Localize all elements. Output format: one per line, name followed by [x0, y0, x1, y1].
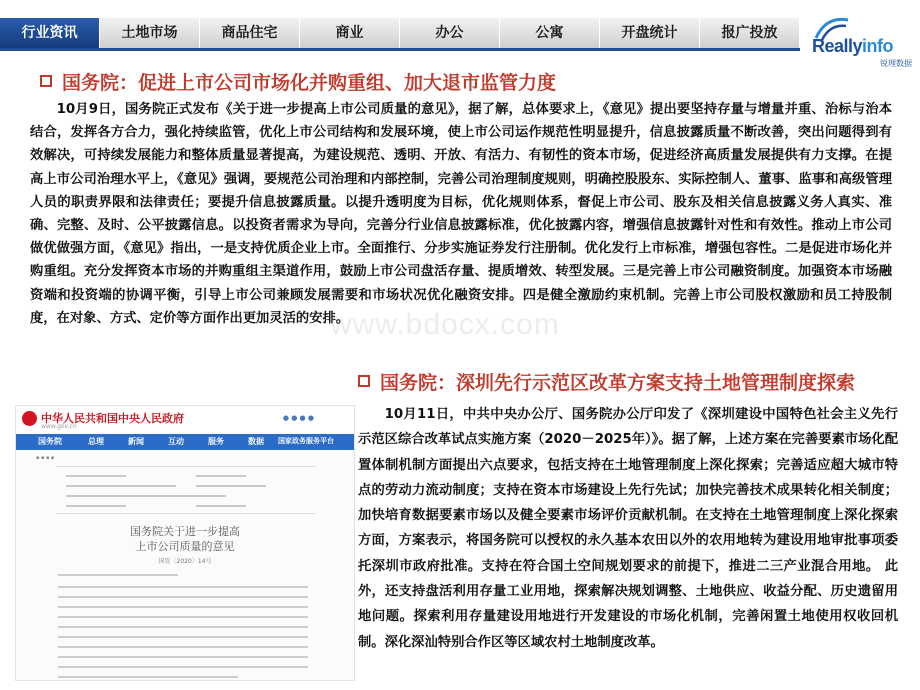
gov-nav-item: 互动	[168, 437, 184, 446]
section2-title: 国务院：深圳先行示范区改革方案支持土地管理制度探索	[380, 372, 856, 394]
top-nav	[0, 0, 800, 60]
section1-title: 国务院：促进上市公司市场化并购重组、加大退市监管力度	[62, 72, 557, 94]
logo-text-accent: info	[862, 36, 894, 56]
gov-nav-item: 总理	[88, 437, 104, 446]
gov-site-title: 中华人民共和国中央人民政府	[41, 412, 184, 425]
reallyinfo-logo	[806, 6, 916, 68]
gov-nav-item: 国家政务服务平台	[278, 437, 334, 445]
gov-nav-item: 服务	[208, 437, 224, 446]
gov-site-url: www.gov.cn	[41, 423, 77, 430]
gov-doc-number: 国发〔2020〕14号	[158, 558, 212, 565]
nav-underline	[0, 48, 800, 51]
bullet-square-icon	[358, 375, 370, 387]
tab-opening-stats[interactable]: 开盘统计	[600, 18, 700, 48]
gov-doc-title-line1: 国务院关于进一步提高	[130, 525, 240, 538]
nav-tabs	[0, 18, 800, 48]
gov-doc-title	[16, 524, 354, 554]
tab-residential[interactable]: 商品住宅	[200, 18, 300, 48]
tab-industry-news[interactable]: 行业资讯	[0, 18, 100, 48]
tab-apartment[interactable]: 公寓	[500, 18, 600, 48]
gov-nav-bar	[16, 434, 354, 450]
logo-text	[812, 36, 893, 57]
section1-heading	[40, 68, 556, 95]
watermark: www.bdocx.com	[330, 308, 560, 341]
tab-office[interactable]: 办公	[400, 18, 500, 48]
logo-subtitle: 锐理数据	[880, 59, 912, 68]
gov-website-screenshot	[15, 405, 355, 681]
tab-advertising[interactable]: 报广投放	[700, 18, 800, 48]
gov-doc-meta-table	[56, 466, 316, 514]
tab-land-market[interactable]: 土地市场	[100, 18, 200, 48]
gov-nav-item: 数据	[248, 437, 264, 446]
logo-text-main: Really	[812, 36, 863, 56]
section2-body: 10月11日，中共中央办公厅、国务院办公厅印发了《深圳建设中国特色社会主义先行示范区综合改革试点实施方案（2020－2025年）》。据了解，上述方案在完善要素市场化配置体制机制方面提出六点要求，包括支持在土地管理制度上深化探索；完善适应超大城市特点的劳动力流动制度；支持在资本市场建设上先行先试；加快完善技术成果转化相关制度；加快培育数据要素市场以及健全要素市场评价贡献机制。在支持在土地管理制度上深化探索方面，方案表示，将国务院可以授权的永久基本农田以外的农用地转为建设用地审批事项委托深圳市政府批准。支持在符合国土空间规划要求的前提下，推进二三产业混合用地。 此外，还支持盘活利用存量工业用地，探索解决规划调整、土地供应、收益分配、历史遗留用地问题。探索利用存量建设用地进行开发建设的市场化机制，完善闲置土地使用权收回机制。深化深汕特别合作区等区域农村土地制度改革。	[358, 407, 898, 650]
section1-body: 10月9日，国务院正式发布《关于进一步提高上市公司质量的意见》，据了解，总体要求上，《意见》提出要坚持存量与增量并重、治标与治本结合，发挥各方合力，强化持续监管，优化上市公司结构和发展环境，使上市公司运作规范性明显提升，信息披露质量不断改善，突出问题得到有效解决，可持续发展能力和整体质量显著提高，为建设规范、透明、开放、有活力、有韧性的资本市场，促进经济高质量发展提供有力支撑。在提高上市公司治理水平上，《意见》强调，要规范公司治理和内部控制，完善公司治理制度规则，明确控股股东、实际控制人、董事、监事和高级管理人员的职责界限和法律责任；要提升信息披露质量。以提升透明度为目标，优化规则体系，督促上市公司、股东及相关信息披露义务人真实、准确、完整、及时、公平披露信息。以投资者需求为导向，完善分行业信息披露标准，优化披露内容，增强信息披露针对性和有效性。推动上市公司做优做强方面，《意见》指出，一是支持优质企业上市。全面推行、分步实施证券发行注册制。优化发行上市标准，增强包容性。二是促进市场化并购重组。充分发挥资本市场的并购重组主渠道作用，鼓励上市公司盘活存量、提质增效、转型发展。三是完善上市公司融资制度。加强资本市场融资端和投资端的协调平衡，引导上市公司兼顾发展需要和市场状况优化融资安排。四是健全激励约束机制。完善上市公司股权激励和员工持股制度，在对象、方式、定价等方面作出更加灵活的安排。	[30, 102, 892, 326]
gov-nav-item: 国务院	[38, 437, 62, 446]
gov-nav-item: 新闻	[128, 437, 144, 446]
gov-header-icons: ● ● ● ●	[282, 414, 314, 422]
national-emblem-icon	[22, 411, 37, 426]
bullet-square-icon	[40, 75, 52, 87]
gov-doc-title-line2: 上市公司质量的意见	[135, 540, 235, 553]
tab-commercial[interactable]: 商业	[300, 18, 400, 48]
gov-breadcrumb: ▪ ▪ ▪ ▪	[36, 455, 55, 461]
section2-heading	[358, 368, 855, 395]
gov-header	[16, 406, 354, 434]
